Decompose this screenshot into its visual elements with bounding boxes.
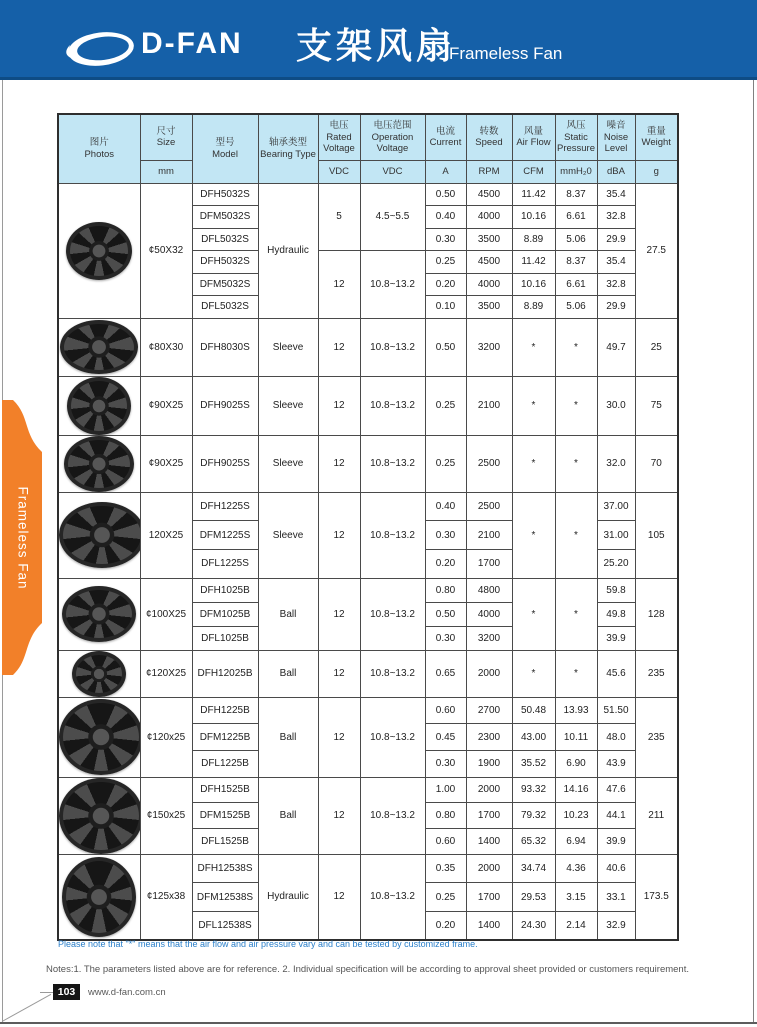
current-cell: 0.40 xyxy=(425,492,466,521)
speed-cell: 2500 xyxy=(466,435,512,492)
column-header: 电压 Rated Voltage xyxy=(318,114,360,160)
model-cell: DFH1525B xyxy=(192,777,258,803)
noise-cell: 49.7 xyxy=(597,318,635,376)
model-cell: DFH5032S xyxy=(192,183,258,206)
weight-cell: 235 xyxy=(635,697,678,777)
airflow-cell: 34.74 xyxy=(512,854,555,883)
static-pressure-cell: * xyxy=(555,318,597,376)
current-cell: 0.50 xyxy=(425,183,466,206)
fan-photo-80x30 xyxy=(60,320,138,374)
bearing-cell: Sleeve xyxy=(258,492,318,578)
weight-cell: 105 xyxy=(635,492,678,578)
fan-photo-125x38 xyxy=(62,857,136,937)
rated-voltage-cell: 12 xyxy=(318,697,360,777)
website-text: www.d-fan.com.cn xyxy=(88,987,166,998)
size-cell: ¢90X25 xyxy=(140,435,192,492)
rated-voltage-cell: 12 xyxy=(318,777,360,854)
model-cell: DFH12025B xyxy=(192,650,258,697)
rated-voltage-cell: 12 xyxy=(318,251,360,319)
current-cell: 0.20 xyxy=(425,273,466,296)
airflow-cell: 24.30 xyxy=(512,912,555,941)
speed-cell: 1900 xyxy=(466,750,512,777)
static-pressure-cell: 13.93 xyxy=(555,697,597,724)
static-pressure-cell: 6.61 xyxy=(555,206,597,229)
rated-voltage-cell: 12 xyxy=(318,435,360,492)
fan-photo-50x32 xyxy=(66,222,132,280)
noise-cell: 32.8 xyxy=(597,273,635,296)
speed-cell: 4500 xyxy=(466,251,512,274)
fan-photo-90x25-b xyxy=(64,436,134,492)
noise-cell: 31.00 xyxy=(597,521,635,550)
table-row xyxy=(58,435,678,492)
fan-photo-150x25 xyxy=(59,778,140,854)
weight-cell: 128 xyxy=(635,578,678,650)
model-cell: DFH12538S xyxy=(192,854,258,883)
size-cell: ¢120x25 xyxy=(140,697,192,777)
airflow-cell: 10.16 xyxy=(512,273,555,296)
rated-voltage-cell: 12 xyxy=(318,854,360,940)
current-cell: 0.50 xyxy=(425,602,466,626)
airflow-cell: 8.89 xyxy=(512,296,555,319)
bearing-cell: Ball xyxy=(258,650,318,697)
static-pressure-cell: 6.61 xyxy=(555,273,597,296)
operation-voltage-cell: 10.8~13.2 xyxy=(360,650,425,697)
speed-cell: 3500 xyxy=(466,228,512,251)
corner-diagonal-line xyxy=(2,994,51,1022)
table-row xyxy=(58,777,678,803)
column-unit: dBA xyxy=(597,160,635,183)
model-cell: DFH5032S xyxy=(192,251,258,274)
brand-text: D-FAN xyxy=(141,27,243,60)
current-cell: 1.00 xyxy=(425,777,466,803)
speed-cell: 2300 xyxy=(466,724,512,751)
airflow-cell: * xyxy=(512,578,555,650)
static-pressure-cell: 10.11 xyxy=(555,724,597,751)
noise-cell: 49.8 xyxy=(597,602,635,626)
speed-cell: 3200 xyxy=(466,626,512,650)
bearing-cell: Ball xyxy=(258,697,318,777)
weight-cell: 75 xyxy=(635,376,678,435)
operation-voltage-cell: 10.8~13.2 xyxy=(360,854,425,940)
speed-cell: 4000 xyxy=(466,206,512,229)
static-pressure-cell: 10.23 xyxy=(555,803,597,829)
column-unit: VDC xyxy=(360,160,425,183)
table-row xyxy=(58,854,678,883)
current-cell: 0.40 xyxy=(425,206,466,229)
bearing-cell: Sleeve xyxy=(258,318,318,376)
size-cell: ¢100X25 xyxy=(140,578,192,650)
size-cell: ¢150x25 xyxy=(140,777,192,854)
noise-cell: 33.1 xyxy=(597,883,635,912)
noise-cell: 32.8 xyxy=(597,206,635,229)
airflow-cell: * xyxy=(512,318,555,376)
current-cell: 0.20 xyxy=(425,912,466,941)
static-pressure-cell: 4.36 xyxy=(555,854,597,883)
photo-cell xyxy=(58,578,140,650)
static-pressure-cell: * xyxy=(555,492,597,578)
static-pressure-cell: 3.15 xyxy=(555,883,597,912)
speed-cell: 4000 xyxy=(466,273,512,296)
noise-cell: 25.20 xyxy=(597,549,635,578)
table-row xyxy=(58,376,678,435)
size-cell: ¢125x38 xyxy=(140,854,192,940)
airflow-cell: * xyxy=(512,492,555,578)
noise-cell: 32.9 xyxy=(597,912,635,941)
model-cell: DFH9025S xyxy=(192,376,258,435)
weight-cell: 173.5 xyxy=(635,854,678,940)
weight-cell: 70 xyxy=(635,435,678,492)
page-number-badge: 103 xyxy=(53,984,80,1000)
noise-cell: 45.6 xyxy=(597,650,635,697)
airflow-cell: * xyxy=(512,435,555,492)
current-cell: 0.25 xyxy=(425,251,466,274)
photo-cell xyxy=(58,318,140,376)
model-cell: DFL1525B xyxy=(192,828,258,854)
photo-cell xyxy=(58,697,140,777)
noise-cell: 47.6 xyxy=(597,777,635,803)
column-unit: RPM xyxy=(466,160,512,183)
current-cell: 0.60 xyxy=(425,697,466,724)
current-cell: 0.25 xyxy=(425,376,466,435)
photo-cell xyxy=(58,650,140,697)
current-cell: 0.25 xyxy=(425,883,466,912)
current-cell: 0.45 xyxy=(425,724,466,751)
column-unit: mmH₂0 xyxy=(555,160,597,183)
bearing-cell: Ball xyxy=(258,578,318,650)
notes-line: Notes:1. The parameters listed above are for reference. 2. Individual specification will be according to approval sheet provided or customers requirement. xyxy=(46,964,689,975)
photo-cell xyxy=(58,777,140,854)
table-head xyxy=(58,114,678,183)
fan-photo-100x25 xyxy=(62,586,136,642)
bearing-cell: Hydraulic xyxy=(258,183,318,318)
noise-cell: 51.50 xyxy=(597,697,635,724)
table-body xyxy=(58,183,678,940)
static-pressure-cell: 2.14 xyxy=(555,912,597,941)
operation-voltage-cell: 4.5~5.5 xyxy=(360,183,425,251)
header-row-units xyxy=(58,160,678,183)
current-cell: 0.20 xyxy=(425,549,466,578)
model-cell: DFM12538S xyxy=(192,883,258,912)
operation-voltage-cell: 10.8~13.2 xyxy=(360,578,425,650)
column-header: 风量 Air Flow xyxy=(512,114,555,160)
noise-cell: 35.4 xyxy=(597,183,635,206)
current-cell: 0.60 xyxy=(425,828,466,854)
static-pressure-cell: 5.06 xyxy=(555,228,597,251)
column-header: 型号 Model xyxy=(192,114,258,183)
column-header: 尺寸 Size xyxy=(140,114,192,160)
static-pressure-cell: * xyxy=(555,376,597,435)
rated-voltage-cell: 12 xyxy=(318,376,360,435)
static-pressure-cell: 6.90 xyxy=(555,750,597,777)
bearing-cell: Ball xyxy=(258,777,318,854)
header-row-names xyxy=(58,114,678,160)
size-cell: ¢120X25 xyxy=(140,650,192,697)
model-cell: DFL1225S xyxy=(192,549,258,578)
model-cell: DFH1025B xyxy=(192,578,258,602)
top-banner xyxy=(0,0,757,80)
table-row xyxy=(58,650,678,697)
model-cell: DFL5032S xyxy=(192,296,258,319)
current-cell: 0.10 xyxy=(425,296,466,319)
noise-cell: 59.8 xyxy=(597,578,635,602)
page-title-cn: 支架风扇 xyxy=(296,25,457,66)
table-row xyxy=(58,578,678,602)
fan-photo-90x25-a xyxy=(67,377,131,435)
static-pressure-cell: 8.37 xyxy=(555,251,597,274)
weight-cell: 211 xyxy=(635,777,678,854)
model-cell: DFH9025S xyxy=(192,435,258,492)
table-row xyxy=(58,183,678,206)
photo-cell xyxy=(58,376,140,435)
page-title-en: Frameless Fan xyxy=(449,44,563,63)
model-cell: DFM5032S xyxy=(192,273,258,296)
weight-cell: 235 xyxy=(635,650,678,697)
airflow-cell: 93.32 xyxy=(512,777,555,803)
bearing-cell: Sleeve xyxy=(258,435,318,492)
column-unit: g xyxy=(635,160,678,183)
speed-cell: 2100 xyxy=(466,376,512,435)
speed-cell: 4500 xyxy=(466,183,512,206)
model-cell: DFH8030S xyxy=(192,318,258,376)
column-header: 轴承类型 Bearing Type xyxy=(258,114,318,183)
speed-cell: 3500 xyxy=(466,296,512,319)
column-header: 图片 Photos xyxy=(58,114,140,183)
model-cell: DFL1225B xyxy=(192,750,258,777)
noise-cell: 40.6 xyxy=(597,854,635,883)
size-cell: ¢80X30 xyxy=(140,318,192,376)
speed-cell: 4800 xyxy=(466,578,512,602)
current-cell: 0.30 xyxy=(425,228,466,251)
noise-cell: 37.00 xyxy=(597,492,635,521)
airflow-cell: 79.32 xyxy=(512,803,555,829)
operation-voltage-cell: 10.8~13.2 xyxy=(360,777,425,854)
model-cell: DFM1225S xyxy=(192,521,258,550)
static-pressure-cell: * xyxy=(555,578,597,650)
model-cell: DFH1225S xyxy=(192,492,258,521)
speed-cell: 1700 xyxy=(466,549,512,578)
airflow-cell: 8.89 xyxy=(512,228,555,251)
noise-cell: 29.9 xyxy=(597,228,635,251)
current-cell: 0.30 xyxy=(425,750,466,777)
current-cell: 0.30 xyxy=(425,521,466,550)
airflow-cell: 50.48 xyxy=(512,697,555,724)
airflow-cell: 43.00 xyxy=(512,724,555,751)
noise-cell: 43.9 xyxy=(597,750,635,777)
speed-cell: 1700 xyxy=(466,883,512,912)
rated-voltage-cell: 5 xyxy=(318,183,360,251)
airflow-cell: 11.42 xyxy=(512,251,555,274)
model-cell: DFH1225B xyxy=(192,697,258,724)
current-cell: 0.80 xyxy=(425,803,466,829)
noise-cell: 32.0 xyxy=(597,435,635,492)
fan-photo-120x25-axial xyxy=(59,502,140,568)
badge-connector-line xyxy=(40,992,54,993)
noise-cell: 44.1 xyxy=(597,803,635,829)
weight-cell: 27.5 xyxy=(635,183,678,318)
operation-voltage-cell: 10.8~13.2 xyxy=(360,318,425,376)
model-cell: DFM1525B xyxy=(192,803,258,829)
fan-photo-120x25-single xyxy=(72,651,126,697)
table-row xyxy=(58,492,678,521)
bearing-cell: Sleeve xyxy=(258,376,318,435)
speed-cell: 1700 xyxy=(466,803,512,829)
operation-voltage-cell: 10.8~13.2 xyxy=(360,492,425,578)
photo-cell xyxy=(58,183,140,318)
noise-cell: 35.4 xyxy=(597,251,635,274)
speed-cell: 2000 xyxy=(466,650,512,697)
current-cell: 0.25 xyxy=(425,435,466,492)
column-header: 风压 Static Pressure xyxy=(555,114,597,160)
speed-cell: 1400 xyxy=(466,912,512,941)
photo-cell xyxy=(58,492,140,578)
static-pressure-cell: 5.06 xyxy=(555,296,597,319)
model-cell: DFM1225B xyxy=(192,724,258,751)
current-cell: 0.30 xyxy=(425,626,466,650)
column-unit: VDC xyxy=(318,160,360,183)
column-header: 电压范围 Operation Voltage xyxy=(360,114,425,160)
size-cell: ¢50X32 xyxy=(140,183,192,318)
speed-cell: 2700 xyxy=(466,697,512,724)
current-cell: 0.50 xyxy=(425,318,466,376)
current-cell: 0.35 xyxy=(425,854,466,883)
noise-cell: 29.9 xyxy=(597,296,635,319)
noise-cell: 39.9 xyxy=(597,828,635,854)
operation-voltage-cell: 10.8~13.2 xyxy=(360,697,425,777)
airflow-cell: 10.16 xyxy=(512,206,555,229)
rated-voltage-cell: 12 xyxy=(318,318,360,376)
fan-photo-120x25-ball xyxy=(59,699,140,775)
static-pressure-cell: 8.37 xyxy=(555,183,597,206)
size-cell: ¢90X25 xyxy=(140,376,192,435)
table-row xyxy=(58,697,678,724)
column-header: 转数 Speed xyxy=(466,114,512,160)
static-pressure-cell: * xyxy=(555,650,597,697)
side-tab-label: Frameless Fan xyxy=(15,485,31,590)
noise-cell: 39.9 xyxy=(597,626,635,650)
airflow-cell: 29.53 xyxy=(512,883,555,912)
static-pressure-cell: * xyxy=(555,435,597,492)
speed-cell: 3200 xyxy=(466,318,512,376)
column-header: 重量 Weight xyxy=(635,114,678,160)
operation-voltage-cell: 10.8~13.2 xyxy=(360,376,425,435)
column-header: 电流 Current xyxy=(425,114,466,160)
rated-voltage-cell: 12 xyxy=(318,650,360,697)
fan-spec-table xyxy=(57,113,679,941)
airflow-cell: 65.32 xyxy=(512,828,555,854)
asterisk-footnote: Please note that "*" means that the air flow and air pressure vary and can be tested by customized frame. xyxy=(58,939,478,949)
rated-voltage-cell: 12 xyxy=(318,578,360,650)
column-header: 噪音 Noise Level xyxy=(597,114,635,160)
column-unit: mm xyxy=(140,160,192,183)
column-unit: A xyxy=(425,160,466,183)
size-cell: 120X25 xyxy=(140,492,192,578)
airflow-cell: 35.52 xyxy=(512,750,555,777)
page-border-right xyxy=(753,80,754,1023)
side-tab-frameless-fan xyxy=(2,400,44,675)
noise-cell: 48.0 xyxy=(597,724,635,751)
speed-cell: 2500 xyxy=(466,492,512,521)
static-pressure-cell: 6.94 xyxy=(555,828,597,854)
airflow-cell: * xyxy=(512,376,555,435)
photo-cell xyxy=(58,854,140,940)
model-cell: DFL12538S xyxy=(192,912,258,941)
speed-cell: 2000 xyxy=(466,854,512,883)
bearing-cell: Hydraulic xyxy=(258,854,318,940)
rated-voltage-cell: 12 xyxy=(318,492,360,578)
airflow-cell: * xyxy=(512,650,555,697)
model-cell: DFM5032S xyxy=(192,206,258,229)
dfan-logo-icon xyxy=(64,29,136,69)
speed-cell: 1400 xyxy=(466,828,512,854)
weight-cell: 25 xyxy=(635,318,678,376)
column-unit: CFM xyxy=(512,160,555,183)
airflow-cell: 11.42 xyxy=(512,183,555,206)
model-cell: DFL5032S xyxy=(192,228,258,251)
current-cell: 0.80 xyxy=(425,578,466,602)
static-pressure-cell: 14.16 xyxy=(555,777,597,803)
model-cell: DFM1025B xyxy=(192,602,258,626)
page-border-bottom xyxy=(0,1022,757,1024)
table-row xyxy=(58,318,678,376)
speed-cell: 4000 xyxy=(466,602,512,626)
operation-voltage-cell: 10.8~13.2 xyxy=(360,435,425,492)
model-cell: DFL1025B xyxy=(192,626,258,650)
speed-cell: 2100 xyxy=(466,521,512,550)
photo-cell xyxy=(58,435,140,492)
noise-cell: 30.0 xyxy=(597,376,635,435)
speed-cell: 2000 xyxy=(466,777,512,803)
current-cell: 0.65 xyxy=(425,650,466,697)
operation-voltage-cell: 10.8~13.2 xyxy=(360,251,425,319)
